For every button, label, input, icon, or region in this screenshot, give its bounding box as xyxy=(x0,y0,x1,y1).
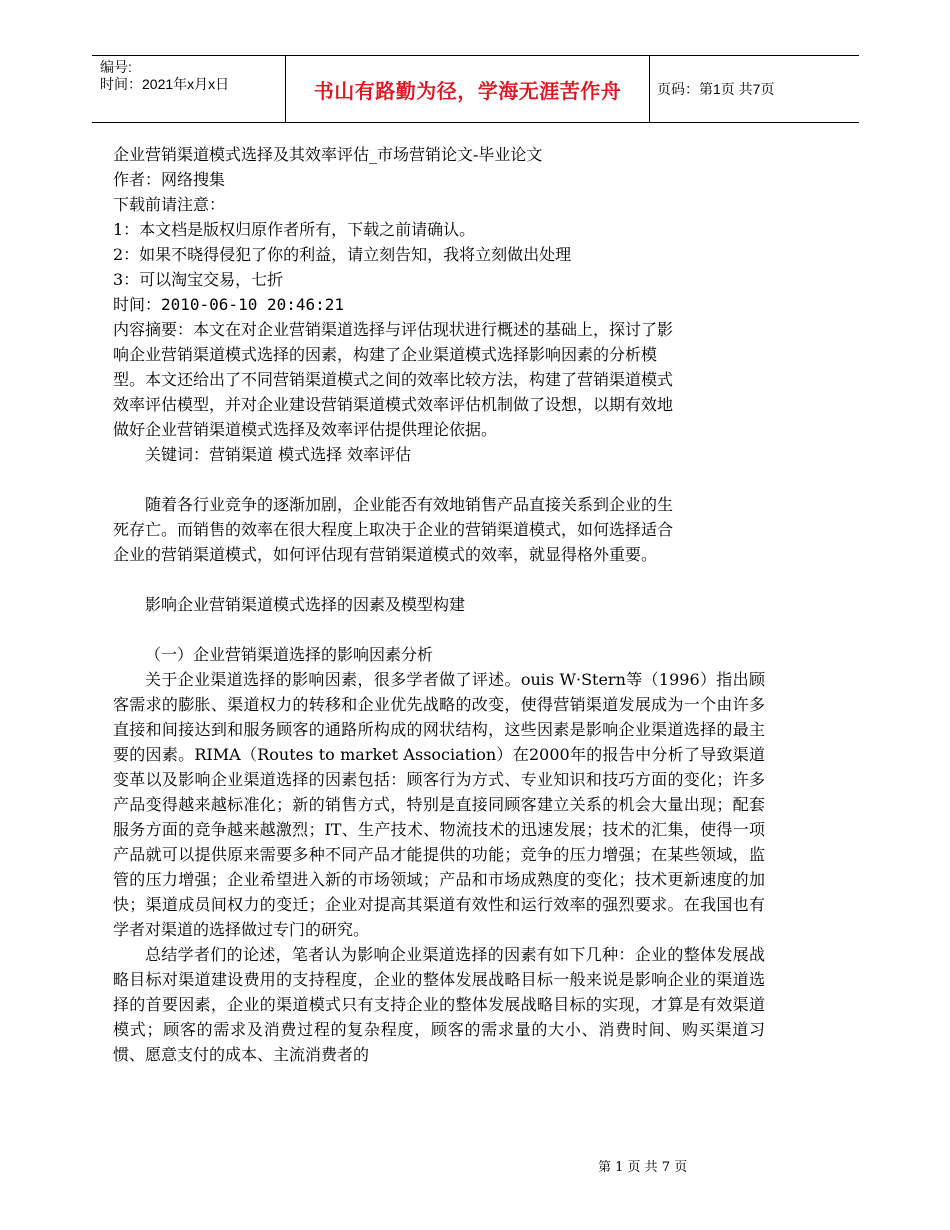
document-author: 作者：网络搜集 xyxy=(113,170,226,189)
page-footer: 第 1 页 共 7 页 xyxy=(598,1160,688,1175)
intro-line: 死存亡。而销售的效率在很大程度上取决于企业的营销渠道模式，如何选择适合 xyxy=(113,520,674,539)
notice-item: 3：可以淘宝交易，七折 xyxy=(113,270,284,289)
body-paragraph: 总结学者们的论述，笔者认为影响企业渠道选择的因素有如下几种：企业的整体发展战略目标对渠道建设费用的支持程度，企业的整体发展战略目标一般来说是影响企业的渠道选择的首要因素，企业的渠道模式只有支持企业的整体发展战略目标的实现，才算是有效渠道模式；顾客的需求及消费过程的复杂程度，顾客的需求量的大小、消费时间、购买渠道习惯、愿意支付的成本、主流消费者的 xyxy=(113,945,765,1064)
header-slogan: 书山有路勤为径，学海无涯苦作舟 xyxy=(313,78,622,103)
subsection-title: （一）企业营销渠道选择的影响因素分析 xyxy=(145,645,434,664)
notice-item: 1：本文档是版权归原作者所有，下载之前请确认。 xyxy=(113,220,476,239)
abstract-line: 型。本文还给出了不同营销渠道模式之间的效率比较方法，构建了营销渠道模式 xyxy=(113,370,674,389)
page-header xyxy=(92,55,859,123)
header-meta xyxy=(92,56,285,122)
notice-title: 下载前请注意： xyxy=(113,195,226,214)
document-body xyxy=(113,142,765,1067)
keywords-line: 关键词：营销渠道 模式选择 效率评估 xyxy=(145,445,412,464)
header-page-label: 页码：第1页 共7页 xyxy=(657,81,775,97)
header-slogan-cell xyxy=(285,56,650,122)
abstract-line: 效率评估模型，并对企业建设营销渠道模式效率评估机制做了设想，以期有效地 xyxy=(113,395,674,414)
document-title: 企业营销渠道模式选择及其效率评估_市场营销论文-毕业论文 xyxy=(113,145,543,164)
abstract-line: 做好企业营销渠道模式选择及效率评估提供理论依据。 xyxy=(113,420,498,439)
intro-line: 随着各行业竞争的逐渐加剧，企业能否有效地销售产品直接关系到企业的生 xyxy=(145,495,674,514)
header-page-cell xyxy=(649,56,859,122)
notice-item: 2：如果不晓得侵犯了你的利益，请立刻告知，我将立刻做出处理 xyxy=(113,245,572,264)
abstract-line: 内容摘要：本文在对企业营销渠道选择与评估现状进行概述的基础上，探讨了影 xyxy=(113,320,674,339)
document-time-label: 时间：2021年x月x日 xyxy=(100,76,230,92)
abstract-line: 响企业营销渠道模式选择的因素，构建了企业渠道模式选择影响因素的分析模 xyxy=(113,345,658,364)
section-title: 影响企业营销渠道模式选择的因素及模型构建 xyxy=(145,595,466,614)
body-paragraph: 关于企业渠道选择的影响因素，很多学者做了评述。ouis W·Stern等（1996）指出顾客需求的膨胀、渠道权力的转移和企业优先战略的改变，使得营销渠道发展成为一个由许多直接和间接达到和服务顾客的通路所构成的网状结构，这些因素是影响企业渠道选择的最主要的因素。RIMA（Routes to market Association）在2000年的报告中分析了导致渠道变革以及影响企业渠道选择的因素包括：顾客行为方式、专业知识和技巧方面的变化；许多产品变得越来越标准化；新的销售方式，特别是直接同顾客建立关系的机会大量出现；配套服务方面的竞争越来越激烈；IT、生产技术、物流技术的迅速发展；技术的汇集，使得一项产品就可以提供原来需要多种不同产品才能提供的功能；竞争的压力增强；在某些领域，监管的压力增强；企业希望进入新的市场领域；产品和市场成熟度的变化；技术更新速度的加快；渠道成员间权力的变迁；企业对提高其渠道有效性和运行效率的强烈要求。在我国也有学者对渠道的选择做过专门的研究。 xyxy=(113,670,765,939)
document-timestamp: 时间：2010-06-10 20:46:21 xyxy=(113,295,345,314)
intro-line: 企业的营销渠道模式，如何评估现有营销渠道模式的效率，就显得格外重要。 xyxy=(113,545,658,564)
document-number-label: 编号: xyxy=(100,59,132,75)
